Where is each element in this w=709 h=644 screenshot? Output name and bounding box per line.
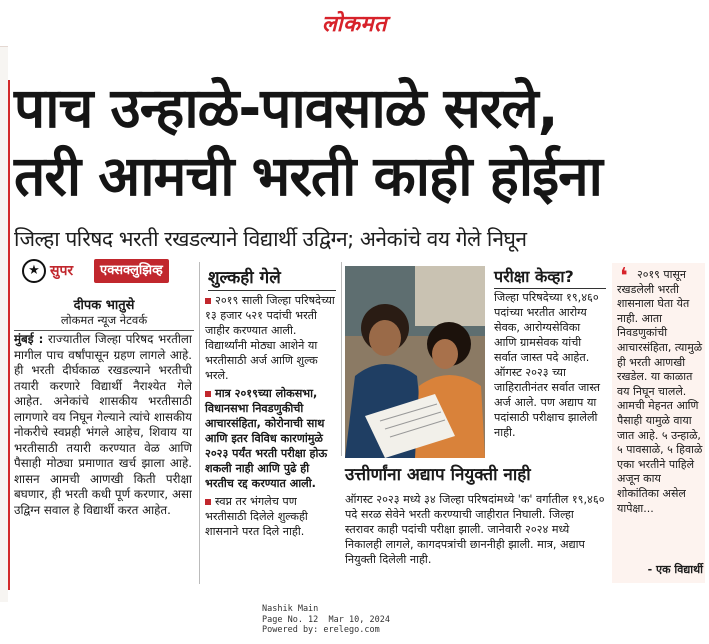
quote-drop-icon: ❛ [620,264,628,289]
exam-text: जिल्हा परिषदेच्या १९,४६० पदांच्या भरतीत आरोग्य सेवक, आरोग्यसेविका आणि ग्रामसेवक यांची सर्वात जास्त पदे आहेत. ऑगस्ट २०२३ च्या जाहिरातीनंतर सर्वात जास्त अर्ज आले. पण अद्याप या पदांसाठी परीक्षाच झालेली नाही. [494,291,601,439]
quote-text: २०१९ पासून रखडलेली भरती शासनाला घेता येत नाही. आता निवडणुकांची आचारसंहिता, त्यामुळे ही भरती आणखी रखडेल. या काळात वय निघून चालले. आमची मेहनत आणि पैसाही यामुळे वाया जात आहे. ५ उन्हाळे, ५ पावसाळे, ५ हिवाळे एका भरतीने पाहिले अजून काय शोकांतिका असेल यापेक्षा... [617,268,703,515]
fees-item-2: मात्र २०१९च्या लोकसभा, विधानसभा निवडणुकीची आचारसंहिता, कोरोनाची साथ आणि इतर विविध कारणांमुळे २०२३ पर्यंत भरती परीक्षा होऊ शकली नाही आणि पुढे ही भरतीच रद्द करण्यात आली. [205,387,328,490]
dateline: मुंबई : [14,332,44,346]
bullet-square-icon [205,298,211,304]
headline-line-2: तरी आमची भरती काही होईना [14,144,602,208]
badge-super-label: सुपर [50,263,74,279]
lead-story-text: राज्यातील जिल्हा परिषद भरतीला मागील पाच वर्षांपासून ग्रहण लागले आहे. ही भरती दीर्घकाळ रखडल्याने भरतीची तयारी करणारे विद्यार्थी नैराश्येत गेले आहेत. अनेकांचे शासकीय भरतीसाठी लागणारे वय निघून गेल्याने त्यांचे शासकीय नोकरीचे स्वप्नही भंगले आहेच, शिवाय या भरतीसाठी तयारी करण्यात वेळ आणि पैसाही मोठ्या प्रमाणात खर्च झाला आहे. शासन आमची आणखी किती परीक्षा बघणार, ही भरती कधी पूर्ण करणार, असा उद्विग्न सवाल हे विद्यार्थी करत आहेत. [14,332,192,517]
subheadline: जिल्हा परिषद भरती रखडल्याने विद्यार्थी उद्विग्न; अनेकांचे वय गेले निघून [14,227,527,251]
fees-item-1: २०१९ साली जिल्हा परिषदेच्या १३ हजार ५२१ पदांची भरती जाहीर करण्यात आली. विद्यार्थ्यांनी मोठ्या आशेने या भरतीसाठी अर्ज आणि शुल्क भरले. [205,294,335,382]
byline-author: दीपक भातुसे [73,298,135,313]
column-divider [341,262,342,456]
exam-heading: परीक्षा केव्हा? [494,266,606,289]
students-photo-illustration [345,266,485,458]
lead-story [14,332,192,584]
headline-line-1: पाच उन्हाळे-पावसाळे सरले, [14,76,558,140]
fees-box [205,293,337,542]
super-exclusive-badge [22,258,192,284]
fees-item-3: स्वप्न तर भंगलेच पण भरतीसाठी दिलेले शुल्कही शासनाने परत दिले नाही. [205,495,308,538]
footer-edition: Nashik Main [262,604,319,614]
fees-heading: शुल्कही गेले [208,266,336,291]
lokmat-logo[interactable]: लोकमत [321,12,388,37]
students-exam-photo [345,266,485,458]
quote-author: - एक विद्यार्थी [647,563,703,576]
bullet-square-icon [205,391,211,397]
byline-agency: लोकमत न्यूज नेटवर्क [14,313,194,331]
bullet-square-icon [205,499,211,505]
left-accent-rule [8,80,10,590]
footer-info [262,604,462,636]
column-divider [199,262,200,584]
star-icon: ★ [22,259,46,283]
badge-exclusive-label: एक्सक्लुझिव्ह [94,259,169,283]
footer-powered-by[interactable]: Powered by: erelego.com [262,625,380,635]
appointment-heading: उत्तीर्णांना अद्याप नियुक्ती नाही [345,465,531,485]
appointment-text: ऑगस्ट २०२३ मध्ये ३४ जिल्हा परिषदांमध्ये 'क' वर्गातील १९,४६० पदे सरळ सेवेने भरती करण्याची जाहीरात निघाली. जिल्हा स्तरावर काही पदांची परीक्षा झाली. जानेवारी २०२४ मध्ये निकालही लागले, कागदपत्रांची छाननीही झाली. मात्र, अद्याप नियुक्ती दिलेली नाही. [345,493,605,566]
footer-page-info: Page No. 12 Mar 10, 2024 [262,614,390,625]
